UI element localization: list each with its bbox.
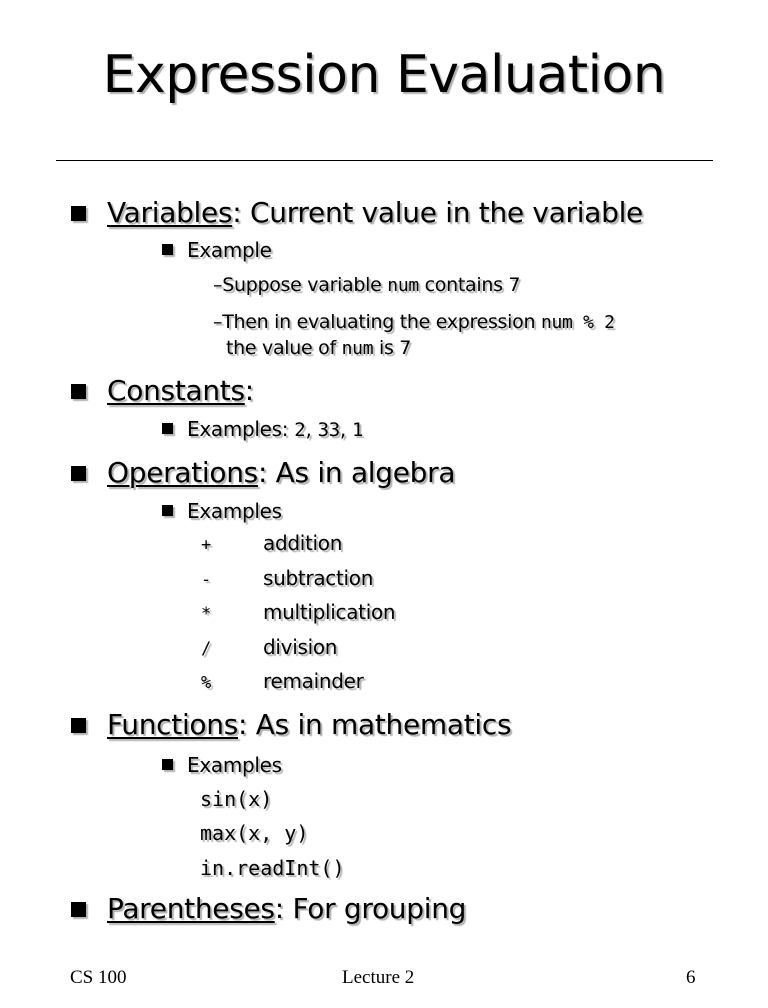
functions-examples [187, 752, 282, 778]
operator-symbol: / [201, 639, 212, 659]
bullet-parentheses [107, 892, 466, 926]
function-example: in.readInt() [200, 856, 345, 880]
title-divider [56, 160, 713, 161]
operator-symbol: % [201, 673, 212, 693]
bullet-constants [107, 374, 254, 408]
functions-term: Functions [107, 708, 238, 741]
operator-name: multiplication [263, 600, 396, 624]
constants-term: Constants [107, 374, 245, 407]
code-num: num [387, 275, 419, 296]
bullet-square-icon [162, 759, 173, 770]
bullet-square-icon [162, 423, 173, 434]
operator-name: subtraction [263, 566, 374, 590]
code-num: num [341, 338, 374, 359]
bullet-square-icon [71, 466, 86, 481]
variables-term: Variables [107, 196, 233, 229]
variables-line-2 [213, 309, 615, 336]
operations-examples [187, 498, 282, 524]
bullet-square-icon [71, 902, 86, 917]
variables-line-1 [213, 272, 520, 299]
bullet-functions [107, 708, 511, 742]
operator-symbol: * [201, 604, 212, 624]
constant-value: 33 [317, 419, 340, 441]
variables-example [187, 237, 272, 263]
operator-name: addition [263, 531, 343, 555]
functions-text: : As in mathematics [237, 708, 512, 741]
line-text: Then in evaluating the expression [222, 311, 541, 333]
line-text: the value of [226, 337, 342, 359]
slide-title: Expression Evaluation [102, 45, 666, 105]
bullet-variables [107, 196, 643, 230]
operations-text: : As in algebra [257, 456, 456, 489]
bullet-operations [107, 456, 455, 490]
bullet-square-icon [162, 505, 173, 516]
line-text: is 7 [373, 337, 412, 359]
operator-symbol: - [201, 570, 212, 590]
constant-value: 1 [351, 419, 364, 441]
bullet-square-icon [71, 206, 86, 221]
footer-lecture: Lecture 2 [342, 967, 415, 988]
operator-name: division [263, 635, 338, 659]
bullet-square-icon [71, 718, 86, 733]
variables-line-3 [226, 335, 411, 362]
parentheses-text: : For grouping [274, 892, 467, 925]
bullet-square-icon [71, 384, 86, 399]
example-label: Example [187, 238, 272, 262]
operator-symbol: + [201, 535, 212, 555]
line-text: contains 7 [418, 274, 521, 296]
examples-label: Examples [187, 753, 282, 777]
separator: , [339, 417, 352, 441]
parentheses-term: Parentheses [107, 892, 275, 925]
dash-icon: – [213, 274, 223, 296]
operator-name: remainder [263, 669, 364, 693]
constant-value: 2 [294, 419, 306, 441]
line-text: Suppose variable [222, 274, 388, 296]
function-example: max(x, y) [200, 821, 309, 845]
operations-term: Operations [107, 456, 258, 489]
footer-page-number: 6 [686, 967, 696, 988]
separator: , [305, 417, 318, 441]
dash-icon: – [213, 311, 223, 333]
bullet-square-icon [162, 244, 173, 255]
function-example: sin(x) [200, 787, 273, 811]
constants-examples [187, 416, 363, 443]
code-expression: num % 2 [540, 312, 615, 333]
variables-text: : Current value in the variable [232, 196, 643, 229]
constants-text: : [244, 374, 254, 407]
examples-label: Examples [187, 499, 282, 523]
examples-label: Examples: [187, 417, 295, 441]
footer-course: CS 100 [70, 967, 127, 988]
